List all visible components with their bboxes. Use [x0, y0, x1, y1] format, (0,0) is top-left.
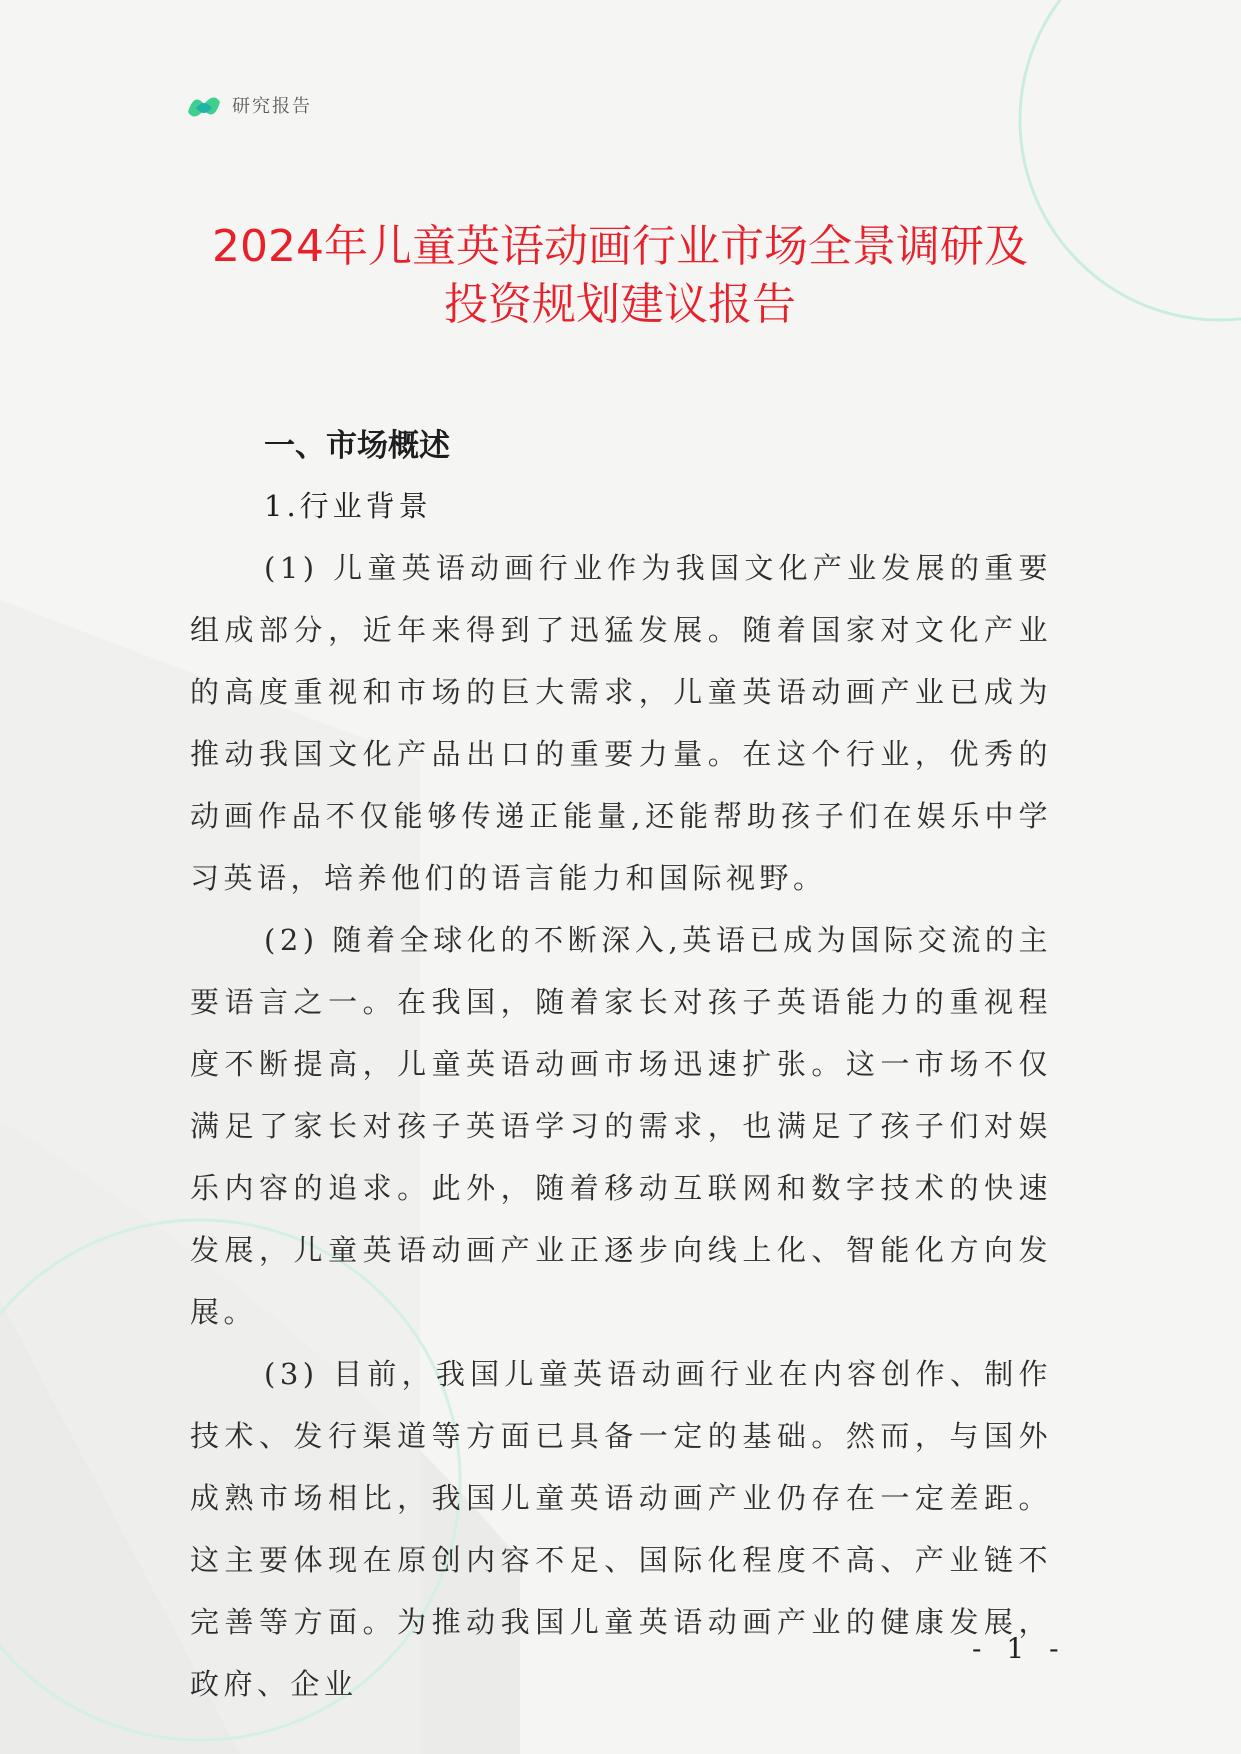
header-label: 研究报告 [232, 96, 312, 117]
page-number: - 1 - [972, 1632, 1067, 1665]
brand-logo-icon [186, 88, 222, 124]
page-title [180, 218, 1060, 334]
title-line-1: 2024年儿童英语动画行业市场全景调研及 [212, 221, 1028, 272]
section-heading: 一、市场概述 [264, 428, 450, 464]
title-line-2: 投资规划建议报告 [444, 279, 796, 330]
paragraph-3: (3) 目前，我国儿童英语动画行业在内容创作、制作技术、发行渠道等方面已具备一定的基础。然而，与国外成熟市场相比，我国儿童英语动画产业仍存在一定差距。这主要体现在原创内容不足、国际化程度不高、产业链不完善等方面。为推动我国儿童英语动画产业的健康发展，政府、企业 [190, 1357, 1052, 1701]
paragraph-1: (1) 儿童英语动画行业作为我国文化产业发展的重要组成部分，近年来得到了迅猛发展。随着国家对文化产业的高度重视和市场的巨大需求，儿童英语动画产业已成为推动我国文化产品出口的重要力量。在这个行业，优秀的动画作品不仅能够传递正能量,还能帮助孩子们在娱乐中学习英语，培养他们的语言能力和国际视野。 [190, 551, 1052, 895]
section-subheading: 1.行业背景 [264, 489, 432, 523]
paragraph-2: (2) 随着全球化的不断深入,英语已成为国际交流的主要语言之一。在我国，随着家长对孩子英语能力的重视程度不断提高，儿童英语动画市场迅速扩张。这一市场不仅满足了家长对孩子英语学习的需求，也满足了孩子们对娱乐内容的追求。此外，随着移动互联网和数字技术的快速发展，儿童英语动画产业正逐步向线上化、智能化方向发展。 [190, 923, 1052, 1329]
body-text [190, 537, 1052, 1715]
